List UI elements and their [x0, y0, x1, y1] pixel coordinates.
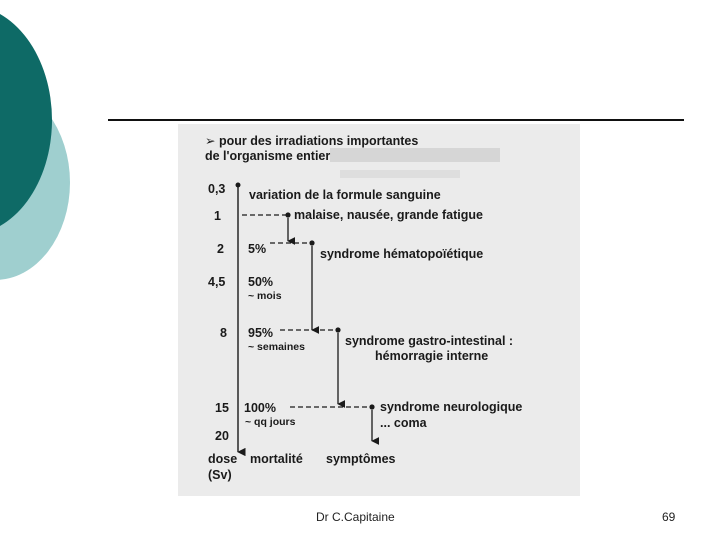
axis-label-mortality: mortalité — [250, 452, 303, 466]
symptom-label: variation de la formule sanguine — [249, 188, 441, 202]
mortality-delay: ~ mois — [248, 290, 282, 302]
bleed-through-mark — [340, 170, 460, 178]
symptom-dot — [369, 404, 374, 409]
mortality-delay: ~ qq jours — [245, 416, 296, 428]
symptom-label: hémorragie interne — [375, 349, 489, 363]
mortality-value: 5% — [248, 242, 267, 256]
page-number: 69 — [662, 510, 676, 524]
dose-value: 4,5 — [208, 275, 226, 289]
symptom-dot — [309, 240, 314, 245]
dose-value: 15 — [215, 401, 229, 415]
dose-value: 2 — [217, 242, 224, 256]
footer-author: Dr C.Capitaine — [316, 510, 395, 524]
dose-value: 20 — [215, 429, 229, 443]
dose-value: 0,3 — [208, 182, 226, 196]
symptom-dot — [285, 212, 290, 217]
symptom-label: malaise, nausée, grande fatigue — [294, 208, 483, 222]
diagram-header-line1: ➢ pour des irradiations importantes — [205, 134, 419, 148]
axis-label-dose-unit: (Sv) — [208, 468, 232, 482]
dose-axis-origin-dot — [236, 183, 241, 188]
dose-value: 8 — [220, 326, 227, 340]
mortality-delay: ~ semaines — [248, 341, 305, 353]
symptom-label: syndrome hématopoïétique — [320, 247, 484, 261]
axis-label-symptoms: symptômes — [326, 452, 396, 466]
mortality-value: 100% — [244, 401, 276, 415]
symptom-label: ... coma — [380, 416, 427, 430]
bleed-through-mark — [330, 148, 500, 162]
mortality-value: 95% — [248, 326, 274, 340]
symptom-label: syndrome neurologique — [380, 400, 523, 414]
mortality-value: 50% — [248, 275, 274, 289]
symptom-dot — [335, 327, 340, 332]
diagram-header-line2: de l'organisme entier — [205, 149, 331, 163]
dose-value: 1 — [214, 209, 221, 223]
symptom-label: syndrome gastro-intestinal : — [345, 334, 514, 348]
axis-label-dose: dose — [208, 452, 238, 466]
